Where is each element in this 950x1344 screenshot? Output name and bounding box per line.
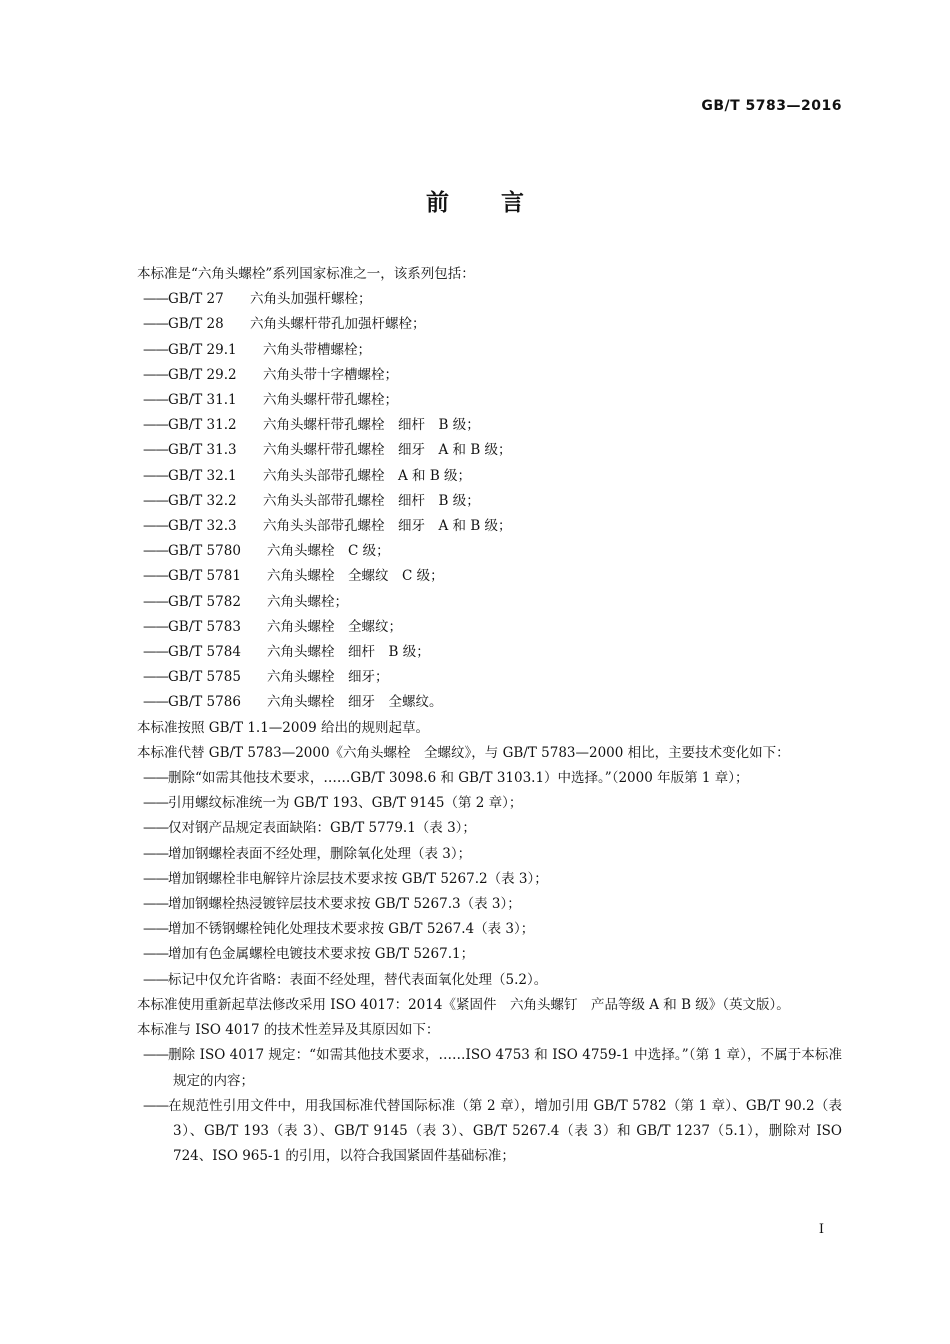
series-name: 六角头螺栓； — [267, 593, 348, 610]
changes-list — [110, 766, 842, 993]
dash-mark: —— — [143, 795, 168, 812]
series-item — [110, 438, 842, 463]
change-item — [110, 942, 842, 967]
change-text: 删除“如需其他技术要求，……GB/T 3098.6 和 GB/T 3103.1）中选择。”（2000 年版第 1 章）； — [168, 770, 749, 787]
series-name: 六角头加强杆螺栓； — [250, 291, 372, 308]
change-item — [110, 917, 842, 942]
change-item — [110, 892, 842, 917]
dash-mark: —— — [143, 1097, 168, 1114]
series-name: 六角头头部带孔螺栓 细杆 B 级； — [263, 492, 480, 509]
change-item — [110, 766, 842, 791]
series-name: 六角头头部带孔螺栓 细牙 A 和 B 级； — [263, 518, 512, 535]
dash-mark: —— — [143, 770, 168, 787]
dash-mark: —— — [143, 921, 168, 938]
dash-mark: —— — [143, 518, 168, 535]
dash-mark: —— — [143, 694, 168, 711]
change-text: 增加钢螺栓热浸镀锌层技术要求按 GB/T 5267.3（表 3）； — [168, 896, 521, 913]
series-item — [110, 363, 842, 388]
change-text: 标记中仅允许省略：表面不经处理，替代表面氧化处理（5.2）。 — [168, 971, 548, 988]
change-item — [110, 816, 842, 841]
series-name: 六角头螺杆带孔加强杆螺栓； — [250, 316, 426, 333]
series-code: GB/T 29.1 — [168, 341, 237, 358]
series-name: 六角头螺杆带孔螺栓 细牙 A 和 B 级； — [263, 442, 512, 459]
series-name: 六角头螺栓 全螺纹； — [267, 618, 402, 635]
change-item — [110, 842, 842, 867]
series-code: GB/T 31.2 — [168, 417, 237, 434]
series-item — [110, 388, 842, 413]
series-item — [110, 312, 842, 337]
dash-mark: —— — [143, 442, 168, 459]
difference-text: 删除 ISO 4017 规定：“如需其他技术要求，……ISO 4753 和 ISO 4759-1 中选择。”（第 1 章），不属于本标准规定的内容； — [168, 1047, 842, 1089]
series-code: GB/T 5782 — [168, 593, 241, 610]
difference-item — [110, 1094, 842, 1170]
dash-mark: —— — [143, 492, 168, 509]
series-item — [110, 615, 842, 640]
series-code: GB/T 28 — [168, 316, 224, 333]
series-name: 六角头带十字槽螺栓； — [263, 366, 398, 383]
series-code: GB/T 29.2 — [168, 366, 237, 383]
difference-item — [110, 1043, 842, 1093]
series-item — [110, 640, 842, 665]
series-name: 六角头螺杆带孔螺栓 细杆 B 级； — [263, 417, 480, 434]
series-name: 六角头螺杆带孔螺栓； — [263, 392, 398, 409]
dash-mark: —— — [143, 341, 168, 358]
series-item — [110, 489, 842, 514]
drafting-rule-paragraph: 本标准按照 GB/T 1.1—2009 给出的规则起草。 — [137, 719, 429, 736]
series-code: GB/T 32.3 — [168, 518, 237, 535]
series-code: GB/T 5786 — [168, 694, 241, 711]
series-item — [110, 338, 842, 363]
series-code: GB/T 31.1 — [168, 392, 237, 409]
series-code: GB/T 5781 — [168, 568, 241, 585]
intro-paragraph: 本标准是“六角头螺栓”系列国家标准之一，该系列包括： — [137, 266, 475, 282]
differences-intro-paragraph: 本标准与 ISO 4017 的技术性差异及其原因如下： — [137, 1022, 440, 1039]
change-item — [110, 867, 842, 892]
dash-mark: —— — [143, 896, 168, 913]
series-item — [110, 539, 842, 564]
series-name: 六角头螺栓 细牙； — [267, 669, 389, 686]
change-text: 增加钢螺栓非电解锌片涂层技术要求按 GB/T 5267.2（表 3）； — [168, 870, 548, 887]
dash-mark: —— — [143, 467, 168, 484]
series-name: 六角头螺栓 细牙 全螺纹。 — [267, 694, 443, 711]
page-title: 前言 — [426, 189, 576, 216]
page-number: I — [818, 1222, 824, 1237]
change-item — [110, 968, 842, 993]
dash-mark: —— — [143, 366, 168, 383]
change-text: 仅对钢产品规定表面缺陷：GB/T 5779.1（表 3）； — [168, 820, 476, 837]
change-text: 引用螺纹标准统一为 GB/T 193、GB/T 9145（第 2 章）； — [168, 795, 523, 812]
series-code: GB/T 5783 — [168, 618, 241, 635]
change-item — [110, 791, 842, 816]
series-item — [110, 413, 842, 438]
series-item — [110, 287, 842, 312]
differences-list — [110, 1043, 842, 1169]
series-code: GB/T 5785 — [168, 669, 241, 686]
replacement-paragraph: 本标准代替 GB/T 5783—2000《六角头螺栓 全螺纹》，与 GB/T 5783—2000 相比，主要技术变化如下： — [137, 744, 790, 761]
series-item — [110, 514, 842, 539]
series-code: GB/T 32.1 — [168, 467, 237, 484]
series-code: GB/T 5780 — [168, 543, 241, 560]
standard-code: GB/T 5783—2016 — [701, 98, 842, 114]
foreword-body — [110, 262, 842, 1169]
dash-mark: —— — [143, 1047, 168, 1064]
dash-mark: —— — [143, 870, 168, 887]
series-name: 六角头头部带孔螺栓 A 和 B 级； — [263, 467, 472, 484]
dash-mark: —— — [143, 291, 168, 308]
series-code: GB/T 27 — [168, 291, 224, 308]
series-item — [110, 665, 842, 690]
dash-mark: —— — [143, 971, 168, 988]
dash-mark: —— — [143, 543, 168, 560]
series-code: GB/T 31.3 — [168, 442, 237, 459]
series-item — [110, 564, 842, 589]
series-item — [110, 690, 842, 715]
change-text: 增加钢螺栓表面不经处理，删除氧化处理（表 3）； — [168, 845, 472, 862]
change-text: 增加不锈钢螺栓钝化处理技术要求按 GB/T 5267.4（表 3）； — [168, 921, 535, 938]
series-name: 六角头螺栓 全螺纹 C 级； — [267, 568, 444, 585]
dash-mark: —— — [143, 644, 168, 661]
series-name: 六角头螺栓 细杆 B 级； — [267, 644, 430, 661]
dash-mark: —— — [143, 568, 168, 585]
series-code: GB/T 5784 — [168, 644, 241, 661]
iso-adoption-paragraph: 本标准使用重新起草法修改采用 ISO 4017：2014《紧固件 六角头螺钉 产品等级 A 和 B 级》（英文版）。 — [137, 996, 790, 1013]
dash-mark: —— — [143, 845, 168, 862]
dash-mark: —— — [143, 417, 168, 434]
series-name: 六角头带槽螺栓； — [263, 341, 371, 358]
series-item — [110, 590, 842, 615]
dash-mark: —— — [143, 669, 168, 686]
dash-mark: —— — [143, 946, 168, 963]
change-text: 增加有色金属螺栓电镀技术要求按 GB/T 5267.1； — [168, 946, 475, 963]
series-list — [110, 287, 842, 715]
series-name: 六角头螺栓 C 级； — [267, 543, 390, 560]
dash-mark: —— — [143, 820, 168, 837]
difference-text: 在规范性引用文件中，用我国标准代替国际标准（第 2 章），增加引用 GB/T 5782（第 1 章）、GB/T 90.2（表 3）、GB/T 193（表 3）、GB/T 9145（表 3）、GB/T 5267.4（表 3）和 GB/T 1237（5.1），删除对 ISO 724、ISO 965-1 的引用，以符合我国紧固件基础标准； — [168, 1097, 842, 1165]
dash-mark: —— — [143, 593, 168, 610]
dash-mark: —— — [143, 316, 168, 333]
dash-mark: —— — [143, 618, 168, 635]
series-code: GB/T 32.2 — [168, 492, 237, 509]
series-item — [110, 464, 842, 489]
dash-mark: —— — [143, 392, 168, 409]
